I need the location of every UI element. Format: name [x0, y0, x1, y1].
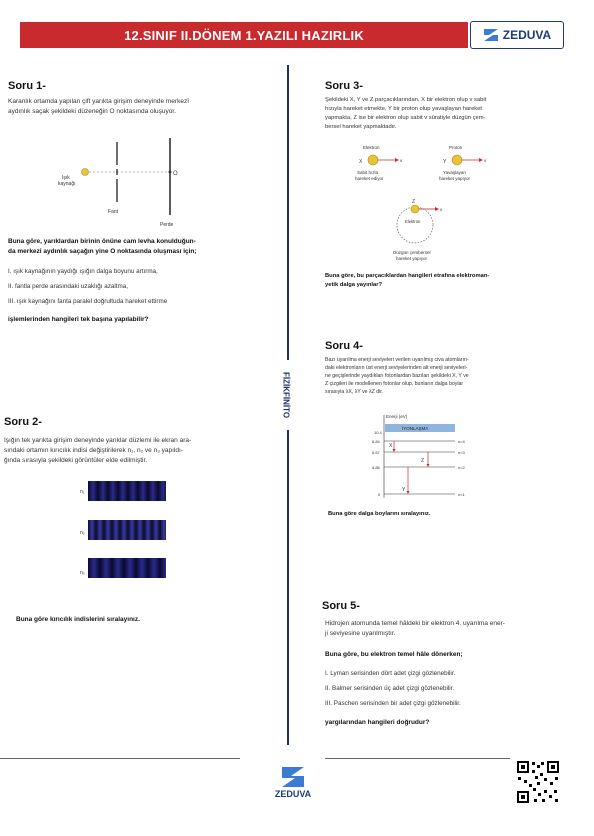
particle-y-bottom-2: hareket yapıyor [439, 176, 471, 181]
footer-line-right [325, 758, 510, 759]
particle-x-letter: X [359, 159, 363, 165]
soru4-intro-line: Bazı uyarılma enerji seviyeleri verilen uyarılmış civa atomların- [325, 357, 469, 363]
soru3-question [325, 272, 575, 290]
screen-label: Perde [160, 222, 174, 228]
soru1-intro-line: Karanlık ortamda yapılan çift yarıkta girişim deneyinde merkezî [8, 98, 189, 105]
n4-label: n=4 [458, 439, 465, 444]
soru5-intro-line: ji seviyesine uyarılmıştır. [325, 630, 396, 638]
fringe-pattern-n3 [88, 558, 166, 578]
point-o [169, 171, 172, 174]
soru5-intro-line: Hidrojen atomunda temel hâldeki bir elektron 4. uyarılma ener- [325, 620, 505, 627]
soru4-intro-line: sırasıyla λX, λY ve λZ dir. [325, 389, 384, 396]
soru4-title: Soru 4- [325, 340, 363, 352]
soru2-intro-line: sındaki ortamın kırıcılık indisi değiştirilerek n₁, n₂ ve n₃ yapıldı- [4, 447, 183, 455]
soru2-title: Soru 2- [4, 416, 42, 428]
transition-z-label: Z [421, 458, 425, 464]
particle-z [411, 205, 419, 213]
source-label-2: kaynağı [58, 181, 76, 187]
page-title: 12.SINIF II.DÖNEM 1.YAZILI HAZIRLIK [124, 27, 364, 43]
zeduva-logo-icon [280, 765, 306, 789]
level-label-486: 4.86 [372, 465, 380, 470]
particle-y-letter: Y [443, 159, 447, 165]
band-label-n3: n₃ [80, 570, 85, 576]
soru5-question: Buna göre, bu elektron temel hâle dönerken; [325, 651, 463, 658]
soru5-title: Soru 5- [322, 600, 360, 612]
energy-axis-label: Enerji (eV) [386, 414, 408, 419]
band-label-n1: n₁ [80, 489, 85, 495]
soru1-question [8, 237, 283, 257]
level-label-884: 8.84 [372, 439, 380, 444]
soru3-intro-line: yapmakta, Z ise bir elektron olup sabit v süratiyle düzgün çem- [325, 114, 486, 121]
particle-x-bottom-1: Sabit hızla [357, 170, 379, 175]
soru5-intro [325, 619, 580, 639]
light-source-dot [82, 169, 89, 176]
double-slit-diagram [50, 135, 210, 230]
transition-z-arrowhead [427, 464, 430, 467]
soru5-option-2: II. Balmer serisinden üç adet çizgi gözlenebilir. [325, 685, 455, 692]
level-label-667: 6.67 [372, 450, 380, 455]
soru1-intro-line: aydınlık saçak şekildeki düzeneğin O noktasında oluşuyor. [8, 108, 177, 116]
soru5-option-3: III. Paschen serisinden bir adet çizgi gözlenebilir. [325, 700, 461, 707]
soru3-question-line: yetik dalga yayınlar? [325, 281, 383, 288]
n3-label: n=3 [458, 450, 465, 455]
soru2-intro-line: Işığın tek yarıkta girişim deneyinde yarıklar düzlemi ile ekran ara- [4, 437, 192, 444]
particle-x-v: v [400, 158, 403, 163]
footer-logo-text: ZEDUVA [274, 789, 312, 799]
soru1-option-1: I. ışık kaynağının yaydığı ışığın dalga boyunu artırma, [8, 268, 158, 275]
side-label: FİZİKFİNİTO [279, 360, 293, 430]
soru3-question-line: Buna göre, bu parçacıklardan hangileri etrafına elektroman- [325, 273, 490, 279]
brand-logo-text: ZEDUVA [502, 28, 552, 42]
fant-label: Fant [108, 209, 119, 215]
soru3-intro-line: Şekildeki X, Y ve Z parçacıklarından, X bir elektron olup v sabit [325, 97, 487, 103]
soru1-question-line: Buna göre, yarıklardan birinin önüne cam levha konulduğun- [8, 238, 196, 245]
fringe-pattern-n1 [88, 481, 166, 501]
soru1-option-2: II. fantla perde arasındaki uzaklığı azaltma, [8, 283, 129, 290]
particle-z-inner: Elektron [405, 219, 421, 224]
particle-z-arrowhead [435, 207, 439, 211]
transition-x-arrowhead [393, 449, 396, 452]
soru4-intro-line: daki elektronların üst enerji seviyelerinden alt enerji seviyeleri- [325, 365, 468, 372]
soru4-intro [325, 356, 580, 396]
energy-level-diagram [370, 412, 485, 502]
soru1-question-line: da merkezî aydınlık saçağın yine O noktasında oluşması için; [8, 248, 197, 256]
particle-z-bottom-1: Düzgün çembersel [393, 250, 431, 255]
soru5-closing: yargılarından hangileri doğrudur? [325, 719, 430, 726]
particle-x-bottom-2: hareket ediyor [355, 176, 384, 181]
soru3-intro-line: hızıyla hareket etmekte, Y bir proton olup yavaşlayan hareket [325, 105, 483, 112]
brand-logo [470, 21, 564, 49]
soru3-intro [325, 96, 580, 132]
particle-x [368, 155, 378, 165]
footer-logo [268, 765, 318, 805]
level-label-104: 10.4 [374, 430, 382, 435]
qr-code-icon [516, 760, 560, 804]
soru2-intro-line: ğında sırasıyla şekildeki görüntüler elde edilmiştir. [4, 457, 148, 465]
soru3-intro-line: bersel hareket yapmaktadır. [325, 123, 397, 130]
o-label: O [173, 171, 178, 177]
soru3-title: Soru 3- [325, 80, 363, 92]
particle-x-top: Elektron [363, 145, 380, 150]
particle-y-arrowhead [479, 158, 483, 162]
transition-y-label: Y [402, 487, 406, 493]
source-label-1: Işık [62, 175, 70, 181]
soru1-closing: işlemlerinden hangileri tek başına yapılabilir? [8, 316, 149, 323]
soru1-option-3: III. ışık kaynağını fanta paralel doğrultuda hareket ettirme [8, 298, 168, 305]
soru2-intro [4, 436, 284, 466]
particle-z-bottom-2: hareket yapıyor [396, 256, 428, 261]
particles-diagram [345, 143, 505, 268]
soru4-intro-line: ne geçişlerinde yaydıkları fotonlardan bazıları şekildeki X, Y ve [325, 373, 469, 380]
zeduva-logo-icon [483, 28, 499, 42]
soru1-intro [8, 97, 278, 117]
particle-y-v: v [484, 158, 487, 163]
page-header-banner [20, 22, 468, 48]
soru2-question: Buna göre kırıcılık indislerini sıralayınız. [16, 616, 140, 623]
particle-y [452, 155, 462, 165]
soru5-option-1: I. Lyman serisinden dört adet çizgi gözlenebilir. [325, 670, 456, 677]
particle-z-v: v [440, 207, 443, 212]
soru1-title: Soru 1- [8, 80, 46, 92]
n1-label: n=1 [458, 492, 465, 497]
transition-x-label: X [389, 443, 393, 449]
level-label-0: 0 [378, 492, 381, 497]
n2-label: n=2 [458, 465, 465, 470]
ionization-label: İYONLAŞMA [402, 426, 429, 431]
soru4-intro-line: Z çizgileri ile modellenen fotonlar olup, bunların dalga boylar [325, 381, 464, 388]
soru4-question: Buna göre dalga boylarını sıralayınız. [328, 511, 431, 517]
footer-line-left [0, 758, 240, 759]
particle-y-bottom-1: Yavaşlayan [443, 170, 466, 175]
particle-y-top: Proton [449, 145, 463, 150]
particle-x-arrowhead [395, 158, 399, 162]
band-label-n2: n₂ [80, 530, 85, 536]
transition-y-arrowhead [407, 491, 410, 494]
particle-z-letter: Z [412, 199, 416, 205]
fringe-pattern-n2 [88, 520, 166, 540]
